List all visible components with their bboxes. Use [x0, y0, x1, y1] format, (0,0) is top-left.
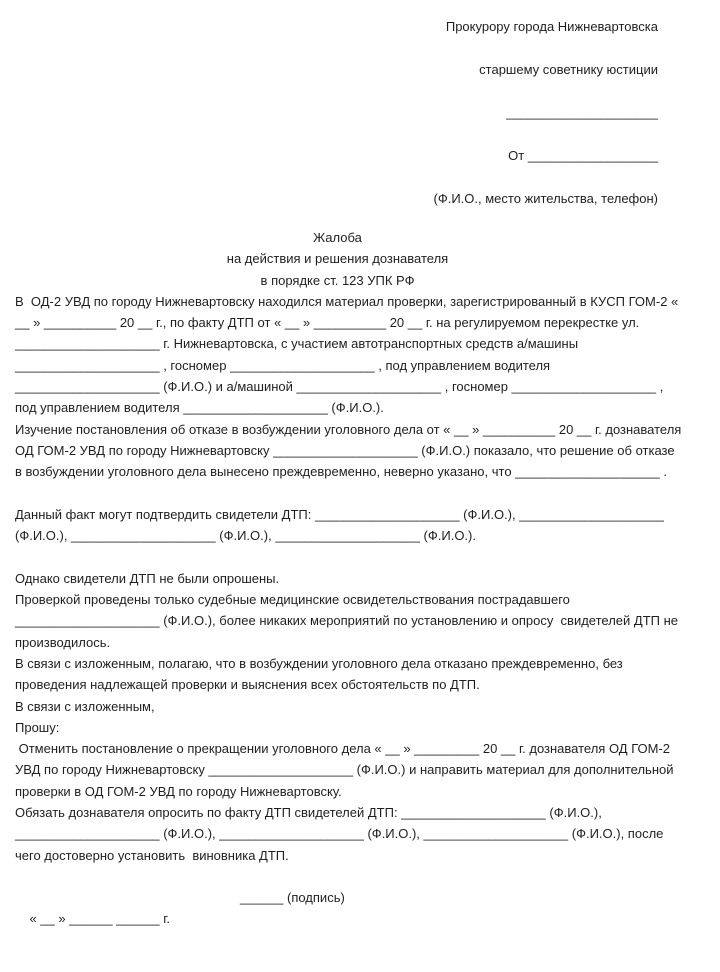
title-line: Жалоба	[313, 230, 362, 245]
signature-line: ______ (подпись)	[240, 889, 345, 905]
date-line: « __ » ______ ______ г.	[29, 911, 170, 927]
addressee-block	[15, 5, 720, 220]
body-line: В ОД-2 УВД по городу Нижневартовску находился материал проверки, зарегистрированный в КУСП ГОМ-2 «	[15, 293, 679, 309]
body-line: ____________________ , госномер ____________________ , под управлением водителя	[15, 357, 551, 373]
document-body	[15, 291, 720, 866]
body-line: ОД ГОМ-2 УВД по городу Нижневартовску ____________________ (Ф.И.О.) показало, что решение об отказе	[15, 442, 675, 458]
body-line: проведения надлежащей проверки и выяснения всех обстоятельств по ДТП.	[15, 677, 480, 693]
body-line: Данный факт могут подтвердить свидетели ДТП: ____________________ (Ф.И.О.), ____________________	[15, 506, 664, 522]
body-line: ____________________ (Ф.И.О.) и а/машиной ____________________ , госномер ____________________ ,	[15, 379, 664, 395]
body-line: В связи с изложенным, полагаю, что в возбуждении уголовного дела отказано преждевременно, без	[15, 655, 623, 671]
body-line: Прошу:	[15, 719, 60, 735]
footer-row	[15, 887, 720, 927]
body-line: ____________________ г. Нижневартовска, с участием автотранспортных средств а/машины	[15, 336, 579, 352]
body-line: в возбуждении уголовного дела вынесено преждевременно, неверно указано, что ____________________ .	[15, 464, 667, 480]
body-line: Обязать дознавателя опросить по факту ДТП свидетелей ДТП: ____________________ (Ф.И.О.),	[15, 805, 602, 821]
addressee-line: старшему советнику юстиции	[479, 62, 658, 77]
body-line: ____________________ (Ф.И.О.), ____________________ (Ф.И.О.), ____________________ (Ф.И.О.), после	[15, 826, 664, 842]
body-line: __ » __________ 20 __ г., по факту ДТП от « __ » __________ 20 __ г. на регулируемом перекрестке ул.	[15, 315, 640, 331]
body-line	[15, 483, 720, 504]
addressee-line: Прокурору города Нижневартовска	[445, 19, 658, 34]
body-line: Проверкой проведены только судебные медицинские освидетельствования пострадавшего	[15, 592, 570, 608]
title-line: в порядке ст. 123 УПК РФ	[260, 272, 415, 288]
body-line: производилось.	[15, 634, 111, 650]
document-title	[15, 227, 660, 291]
body-line: ____________________ (Ф.И.О.), более никаких мероприятий по установлению и опросу свидетелей ДТП не	[15, 613, 678, 629]
body-line: под управлением водителя ____________________ (Ф.И.О.).	[15, 400, 384, 416]
body-line: Изучение постановления об отказе в возбуждении уголовного дела от « __ » __________ 20 __ г. дознавателя	[15, 421, 682, 437]
body-line: чего достоверно установить виновника ДТП.	[15, 847, 289, 863]
addressee-line: _____________________	[506, 105, 658, 120]
body-line: Отменить постановление о прекращении уголовного дела « __ » _________ 20 __ г. дознавателя ОД ГОМ-2	[15, 741, 671, 757]
title-line: на действия и решения дознавателя	[226, 251, 449, 267]
body-line: В связи с изложенным,	[15, 698, 155, 714]
body-line: Однако свидетели ДТП не были опрошены.	[15, 570, 280, 586]
addressee-line: От __________________	[508, 148, 658, 163]
body-line: (Ф.И.О.), ____________________ (Ф.И.О.), ____________________ (Ф.И.О.).	[15, 528, 476, 544]
body-line: проверки в ОД ГОМ-2 УВД по городу Нижневартовску.	[15, 783, 342, 799]
body-line	[15, 546, 720, 567]
addressee-line: (Ф.И.О., место жительства, телефон)	[433, 191, 658, 206]
body-line: УВД по городу Нижневартовску ____________________ (Ф.И.О.) и направить материал для дополнительной	[15, 762, 674, 778]
